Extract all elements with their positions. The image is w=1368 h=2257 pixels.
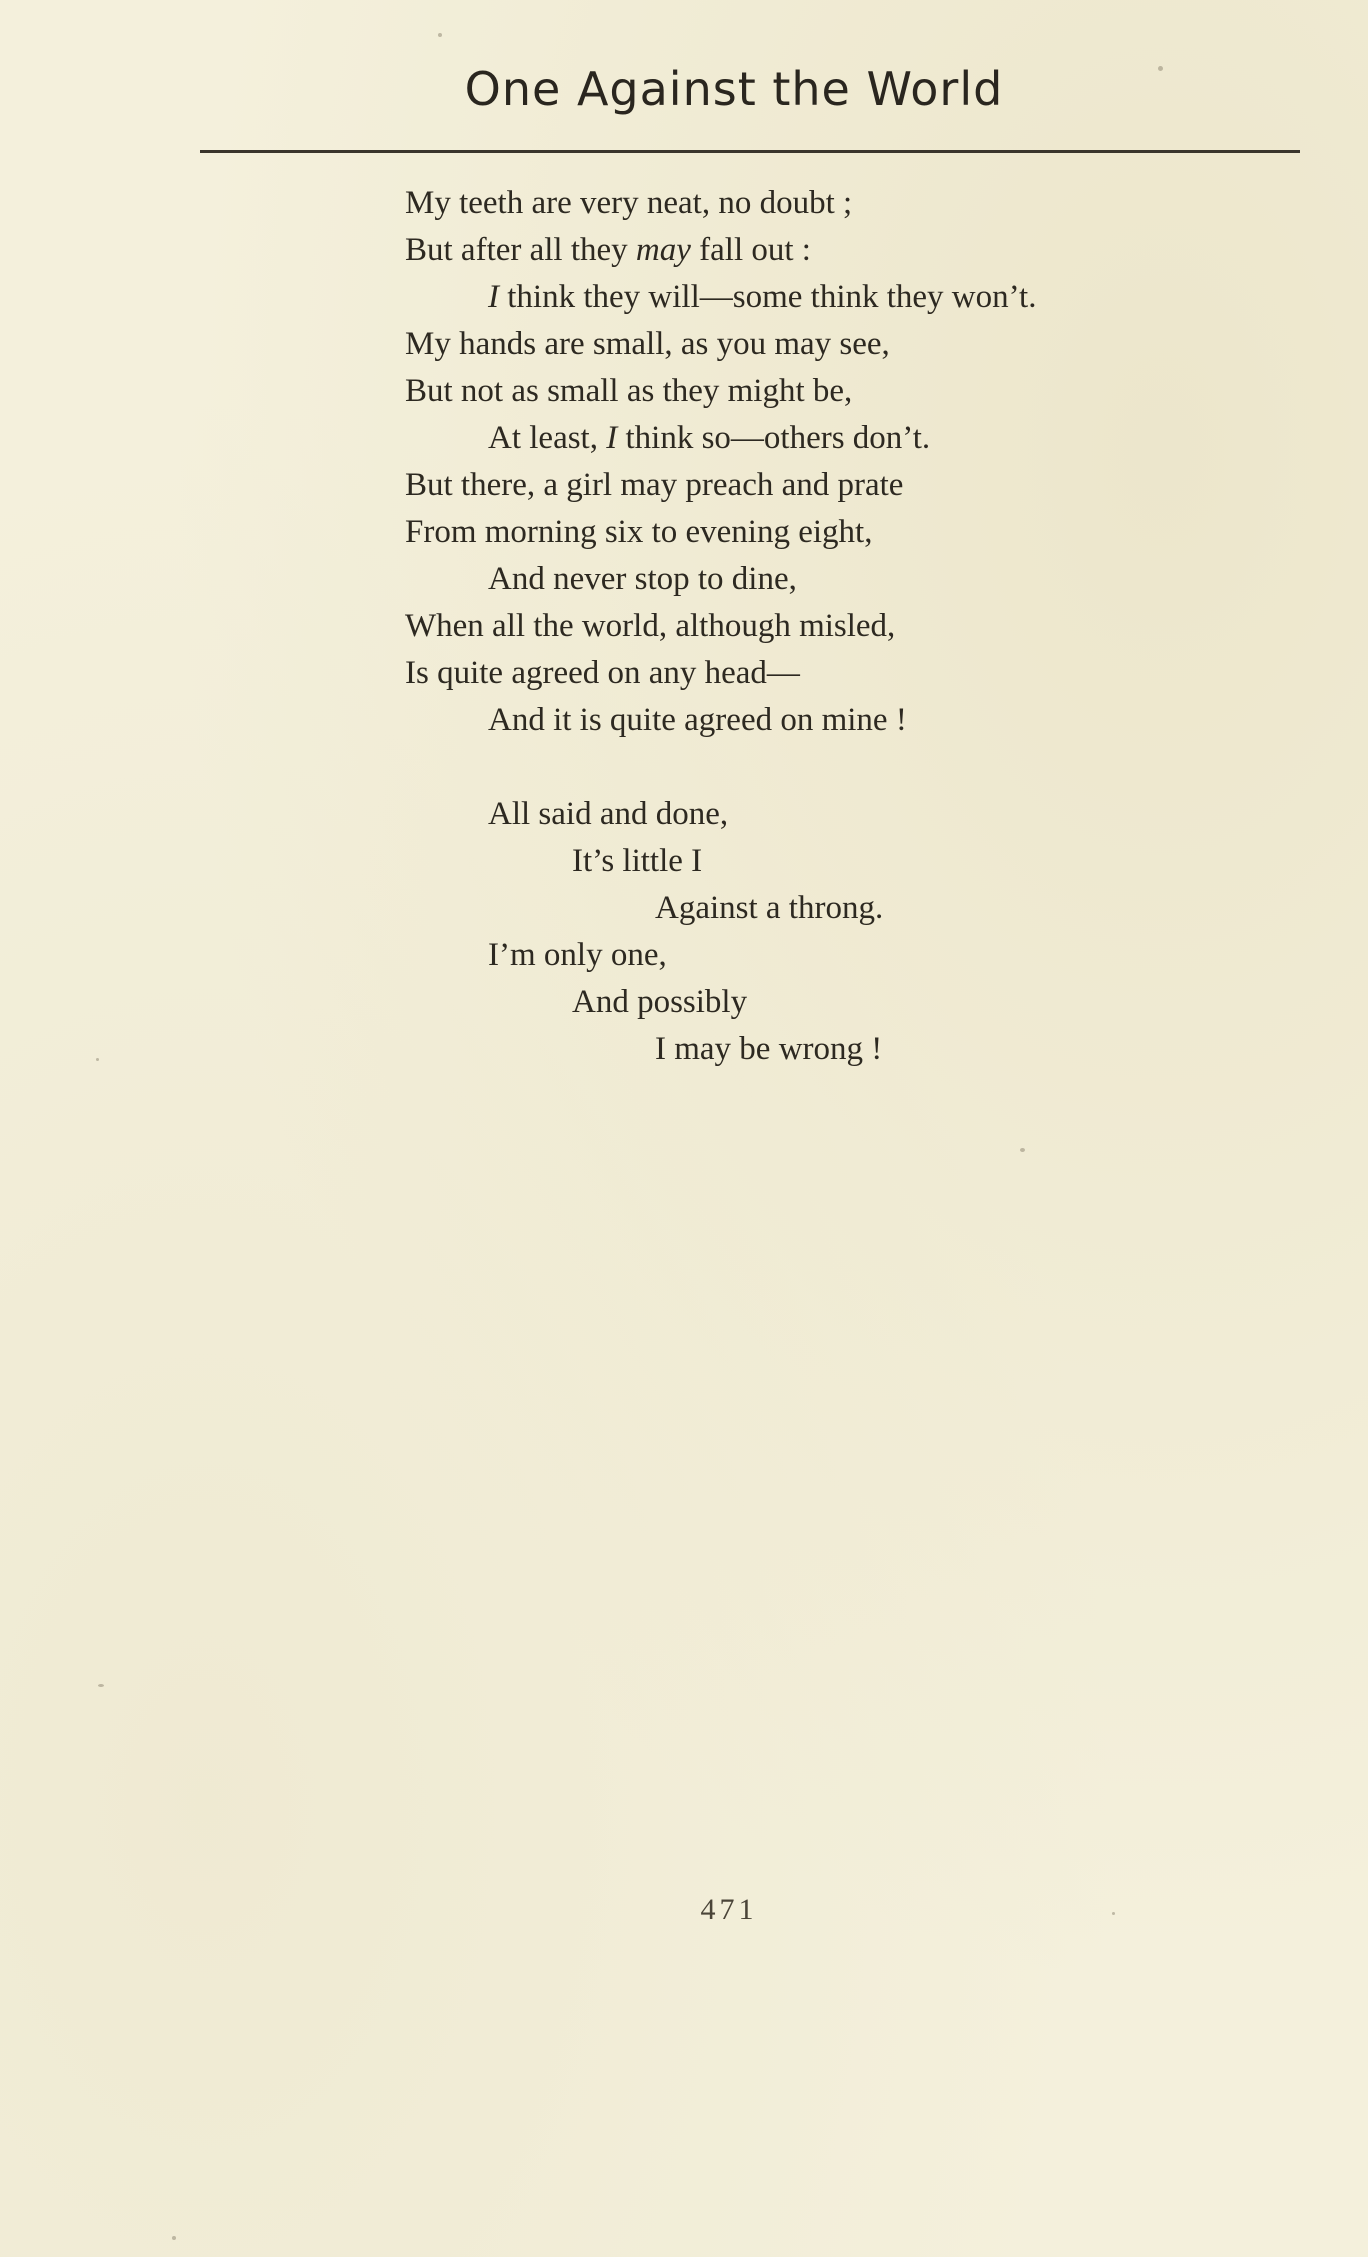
line-text: think so—others don’t. — [617, 420, 931, 456]
poem-line — [405, 650, 1305, 697]
poem-line — [405, 885, 1305, 932]
poem-line — [405, 603, 1305, 650]
header-rule — [200, 150, 1300, 153]
poem-line — [405, 979, 1305, 1026]
line-text: I’m only one, — [488, 937, 667, 973]
line-text: My hands are small, as you may see, — [405, 326, 890, 362]
italic-text: I — [606, 420, 618, 456]
poem-line — [405, 227, 1305, 274]
poem-line — [405, 509, 1305, 556]
poem-line — [405, 415, 1305, 462]
running-head-title: One Against the World — [464, 62, 1004, 116]
line-text: And never stop to dine, — [488, 561, 797, 597]
stanza-1 — [405, 180, 1305, 744]
italic-text: may — [635, 232, 691, 268]
line-text: When all the world, although misled, — [405, 608, 896, 644]
line-text: But there, a girl may preach and prate — [405, 467, 904, 503]
line-text: fall out : — [690, 232, 811, 268]
poem — [405, 180, 1305, 1073]
poem-line — [405, 180, 1305, 227]
line-text: Is quite agreed on any head— — [405, 655, 800, 691]
line-text: I may be wrong ! — [655, 1031, 883, 1067]
poem-line — [405, 556, 1305, 603]
line-text: But after all they — [405, 232, 636, 268]
poem-line — [405, 321, 1305, 368]
line-text: All said and done, — [488, 796, 729, 832]
line-text: And it is quite agreed on mine ! — [488, 702, 907, 738]
poem-line — [405, 462, 1305, 509]
running-head — [0, 62, 1368, 116]
poem-line — [405, 368, 1305, 415]
line-text: From morning six to evening eight, — [405, 514, 873, 550]
poem-line — [405, 697, 1305, 744]
line-text: And possibly — [572, 984, 748, 1020]
poem-line — [405, 838, 1305, 885]
line-text: Against a throng. — [655, 890, 884, 926]
line-text: It’s little I — [572, 843, 703, 879]
line-text: But not as small as they might be, — [405, 373, 853, 409]
line-text: My teeth are very neat, no doubt ; — [405, 185, 853, 221]
stanza-2 — [405, 791, 1305, 1073]
poem-line — [405, 1026, 1305, 1073]
poem-line — [405, 932, 1305, 979]
page-number: 471 — [700, 1893, 758, 1926]
poem-line — [405, 791, 1305, 838]
poem-line — [405, 274, 1305, 321]
line-text: At least, — [488, 420, 607, 456]
stanza-gap — [405, 744, 1305, 791]
italic-text: I — [488, 279, 499, 315]
line-text: think they will—some think they won’t. — [499, 279, 1037, 315]
